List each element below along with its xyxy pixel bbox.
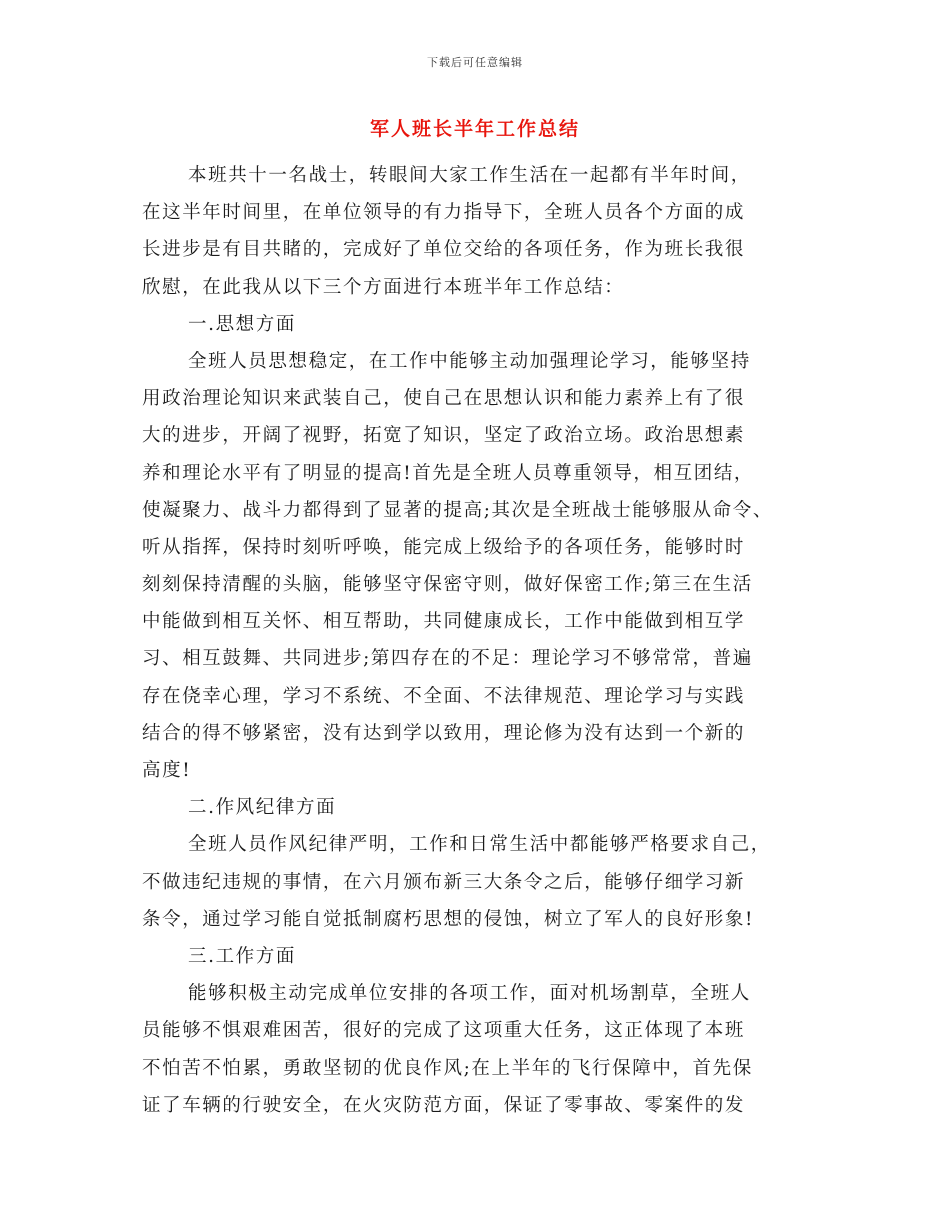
body-line: 不怕苦不怕累，勇敢坚韧的优良作风;在上半年的飞行保障中，首先保 — [142, 1057, 753, 1079]
body-line: 本班共十一名战士，转眼间大家工作生活在一起都有半年时间， — [188, 165, 751, 186]
body-line: 能够积极主动完成单位安排的各项工作，面对机场割草，全班人 — [188, 983, 751, 1005]
body-line: 中能做到相互关怀、相互帮助，共同健康成长，工作中能做到相互学 — [142, 611, 746, 633]
body-line: 二.作风纪律方面 — [188, 797, 337, 819]
body-line: 在这半年时间里，在单位领导的有力指导下，全班人员各个方面的成 — [142, 202, 746, 224]
body-line: 大的进步，开阔了视野，拓宽了知识，坚定了政治立场。政治思想素 — [142, 425, 746, 447]
body-line: 长进步是有目共睹的，完成好了单位交给的各项任务，作为班长我很 — [142, 239, 746, 261]
document-body — [142, 157, 818, 1124]
header-note: 下载后可任意编辑 — [427, 56, 523, 69]
document-title: 军人班长半年工作总结 — [369, 118, 580, 140]
body-line: 结合的得不够紧密，没有达到学以致用，理论修为没有达到一个新的 — [142, 722, 746, 744]
body-line: 条令，通过学习能自觉抵制腐朽思想的侵蚀，树立了军人的良好形象! — [142, 908, 755, 930]
body-line: 刻刻保持清醒的头脑，能够坚守保密守则，做好保密工作;第三在生活 — [142, 574, 753, 596]
body-line: 高度! — [142, 760, 192, 781]
body-line: 全班人员思想稳定，在工作中能够主动加强理论学习，能够坚持 — [188, 350, 751, 372]
body-line: 习、相互鼓舞、共同进步;第四存在的不足：理论学习不够常常，普遍 — [142, 648, 753, 670]
body-line: 存在侥幸心理，学习不系统、不全面、不法律规范、理论学习与实践 — [142, 685, 746, 707]
body-line: 欣慰，在此我从以下三个方面进行本班半年工作总结： — [142, 276, 625, 298]
body-line: 听从指挥，保持时刻听呼唤，能完成上级给予的各项任务，能够时时 — [142, 536, 746, 558]
body-line: 三.工作方面 — [188, 945, 296, 967]
body-line: 员能够不惧艰难困苦，很好的完成了这项重大任务，这正体现了本班 — [142, 1020, 746, 1042]
body-line: 一.思想方面 — [188, 313, 296, 335]
body-line: 使凝聚力、战斗力都得到了显著的提高;其次是全班战士能够服从命令、 — [142, 499, 773, 521]
body-line: 全班人员作风纪律严明，工作和日常生活中都能够严格要求自己， — [188, 834, 771, 856]
body-line: 不做违纪违规的事情，在六月颁布新三大条令之后，能够仔细学习新 — [142, 871, 746, 893]
body-line: 证了车辆的行驶安全，在火灾防范方面，保证了零事故、零案件的发 — [142, 1094, 746, 1116]
body-line: 用政治理论知识来武装自己，使自己在思想认识和能力素养上有了很 — [142, 388, 746, 410]
body-line: 养和理论水平有了明显的提高!首先是全班人员尊重领导，相互团结， — [142, 462, 755, 484]
